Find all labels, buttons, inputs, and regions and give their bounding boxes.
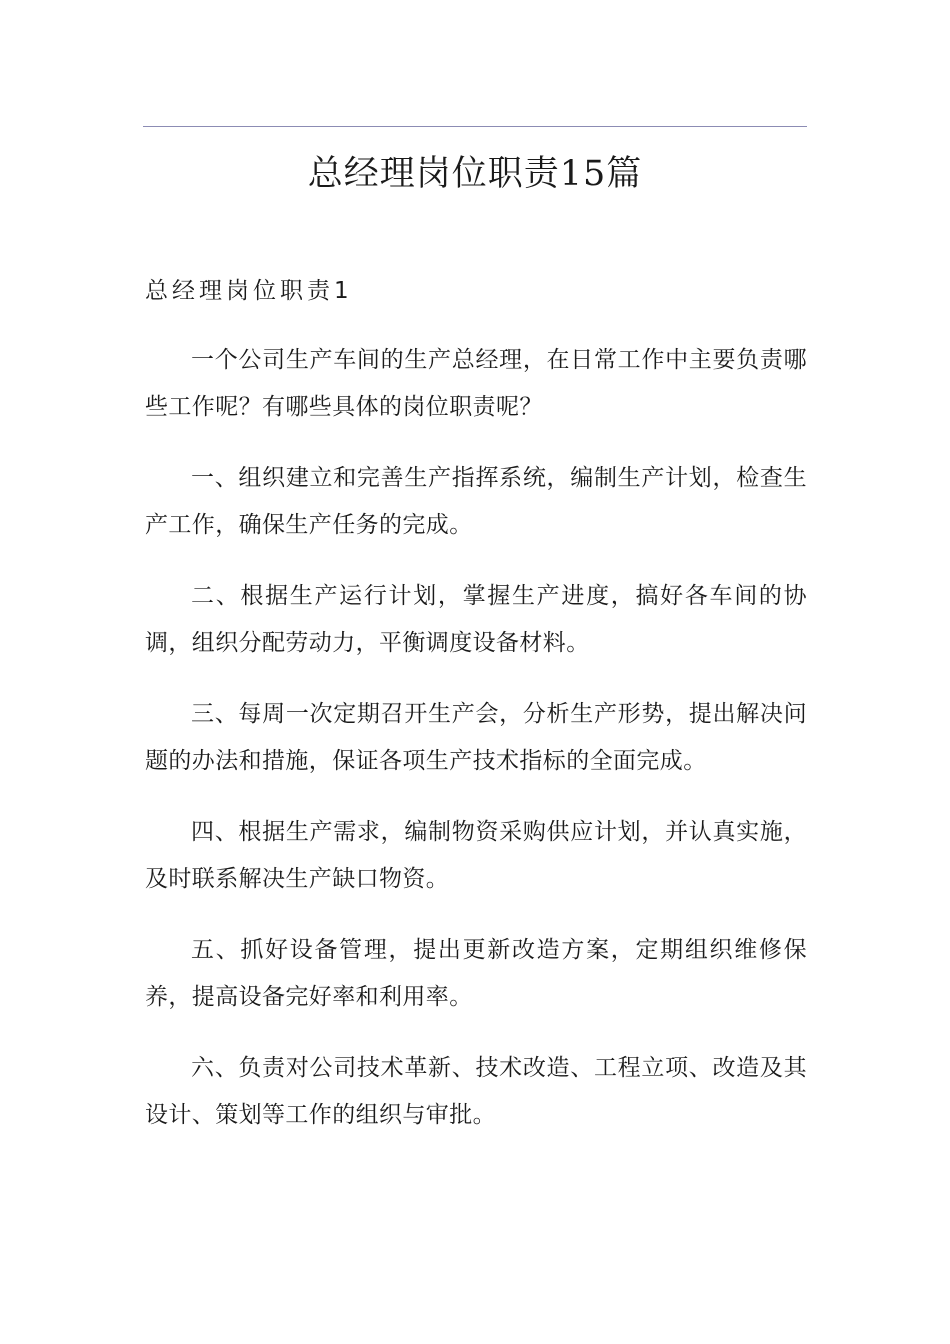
paragraph-item-3: 三、每周一次定期召开生产会，分析生产形势，提出解决问题的办法和措施，保证各项生产技术指标的全面完成。 — [145, 701, 807, 774]
document-title: 总经理岗位职责15篇 — [307, 154, 643, 194]
paragraph-intro: 一个公司生产车间的生产总经理，在日常工作中主要负责哪些工作呢？有哪些具体的岗位职责呢？ — [145, 347, 807, 420]
paragraph-item-2: 二、根据生产运行计划，掌握生产进度，搞好各车间的协调，组织分配劳动力，平衡调度设备材料。 — [145, 583, 807, 656]
paragraph-item-5: 五、抓好设备管理，提出更新改造方案，定期组织维修保养，提高设备完好率和利用率。 — [145, 937, 807, 1010]
body-text — [145, 337, 807, 1163]
paragraph-item-6: 六、负责对公司技术革新、技术改造、工程立项、改造及其设计、策划等工作的组织与审批。 — [145, 1055, 807, 1128]
paragraph-item-1: 一、组织建立和完善生产指挥系统，编制生产计划，检查生产工作，确保生产任务的完成。 — [145, 465, 807, 538]
section-heading: 总经理岗位职责1 — [145, 278, 353, 304]
paragraph-item-4: 四、根据生产需求，编制物资采购供应计划，并认真实施，及时联系解决生产缺口物资。 — [145, 819, 807, 892]
header-rule — [143, 126, 807, 127]
